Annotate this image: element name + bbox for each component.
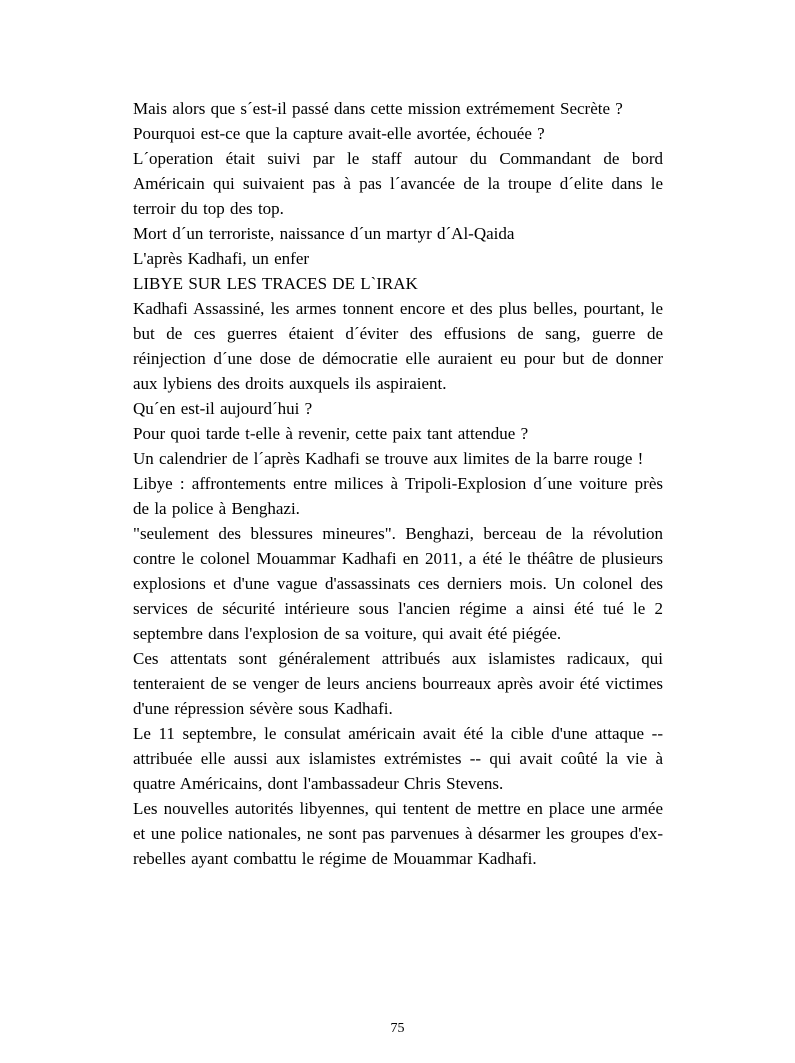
paragraph: Kadhafi Assassiné, les armes tonnent encore et des plus belles, pourtant, le but de ces guerres étaient d´éviter des effusions de sang, guerre de réinjection d´une dose de démocratie elle auraient eu pour but de donner aux lybiens des droits auxquels ils aspiraient. — [133, 299, 663, 393]
paragraph: Mais alors que s´est-il passé dans cette mission extrémement Secrète ? — [133, 99, 623, 118]
paragraph: Les nouvelles autorités libyennes, qui tentent de mettre en place une armée et une police nationales, ne sont pas parvenues à désarmer les groupes d'ex-rebelles ayant combattu le régime de Mouammar Kadhafi. — [133, 799, 663, 868]
paragraph: L'après Kadhafi, un enfer — [133, 249, 310, 268]
paragraph: L´operation était suivi par le staff autour du Commandant de bord Américain qui suivaient pas à pas l´avancée de la troupe d´elite dans le terroir du top des top. — [133, 149, 663, 218]
page-number: 75 — [390, 1021, 405, 1036]
paragraph: LIBYE SUR LES TRACES DE L`IRAK — [133, 274, 418, 293]
paragraph: Libye : affrontements entre milices à Tripoli-Explosion d´une voiture près de la police à Benghazi. — [133, 474, 663, 518]
paragraph: Pour quoi tarde t-elle à revenir, cette paix tant attendue ? — [133, 424, 529, 443]
paragraph: Qu´en est-il aujourd´hui ? — [133, 399, 313, 418]
page-content — [133, 96, 663, 871]
paragraph: Pourquoi est-ce que la capture avait-elle avortée, échouée ? — [133, 124, 545, 143]
paragraph: "seulement des blessures mineures". Benghazi, berceau de la révolution contre le colonel Mouammar Kadhafi en 2011, a été le théâtre de plusieurs explosions et d'une vague d'assassinats ces derniers mois. Un colonel des services de sécurité intérieure sous l'ancien régime a ainsi été tué le 2 septembre dans l'explosion de sa voiture, qui avait été piégée. — [133, 524, 663, 643]
paragraph: Mort d´un terroriste, naissance d´un martyr d´Al-Qaida — [133, 224, 515, 243]
paragraph: Le 11 septembre, le consulat américain avait été la cible d'une attaque -- attribuée elle aussi aux islamistes extrémistes -- qui avait coûté la vie à quatre Américains, dont l'ambassadeur Chris Stevens. — [133, 724, 663, 793]
paragraph: Ces attentats sont généralement attribués aux islamistes radicaux, qui tenteraient de se venger de leurs anciens bourreaux après avoir été victimes d'une répression sévère sous Kadhafi. — [133, 649, 663, 718]
paragraph: Un calendrier de l´après Kadhafi se trouve aux limites de la barre rouge ! — [133, 449, 644, 468]
